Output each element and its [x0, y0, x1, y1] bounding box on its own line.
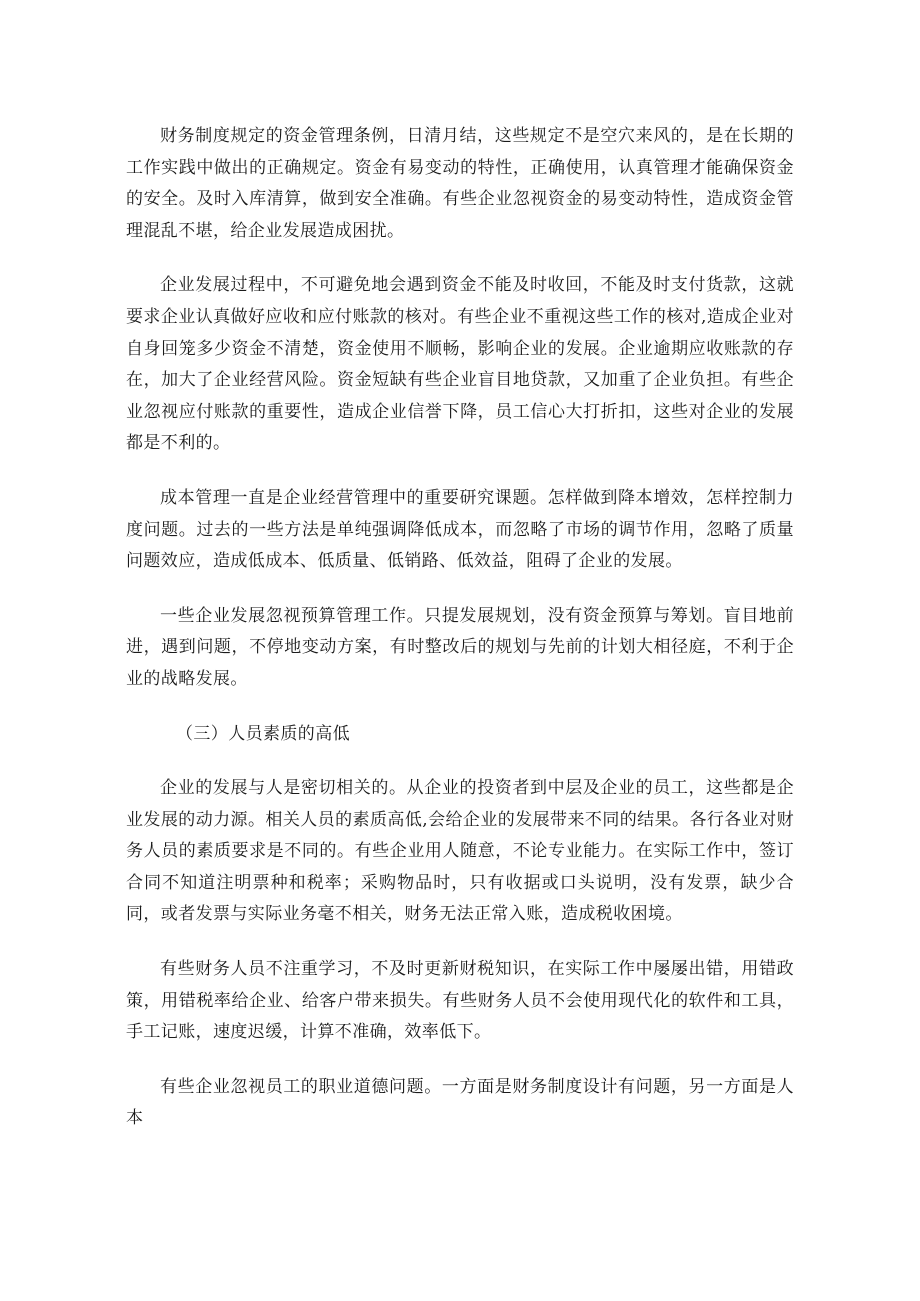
paragraph-budget-management: 一些企业发展忽视预算管理工作。只提发展规划，没有资金预算与筹划。盲目地前进，遇到问题，不停地变动方案，有时整改后的规划与先前的计划大相径庭，不利于企业的战略发展。 — [126, 605, 794, 689]
paragraph-fund-management: 财务制度规定的资金管理条例，日清月结，这些规定不是空穴来风的，是在长期的工作实践中做出的正确规定。资金有易变动的特性，正确使用，认真管理才能确保资金的安全。及时入库清算，做到安全准确。有些企业忽视资金的易变动特性，造成资金管理混乱不堪，给企业发展造成困扰。 — [126, 126, 794, 241]
paragraph-staff-learning: 有些财务人员不注重学习，不及时更新财税知识，在实际工作中屡屡出错，用错政策，用错税率给企业、给客户带来损失。有些财务人员不会使用现代化的软件和工具，手工记账，速度迟缓，计算不准确，效率低下。 — [126, 959, 794, 1043]
document-body — [126, 121, 794, 1158]
section-heading: （三）人员素质的高低 — [176, 723, 350, 744]
paragraph-cost-management: 成本管理一直是企业经营管理中的重要研究课题。怎样做到降本增效，怎样控制力度问题。过去的一些方法是单纯强调降低成本，而忽略了市场的调节作用，忽略了质量问题效应，造成低成本、低质量、低销路、低效益，阻碍了企业的发展。 — [126, 487, 794, 572]
paragraph-receivables-payables: 企业发展过程中，不可避免地会遇到资金不能及时收回，不能及时支付货款，这就要求企业认真做好应收和应付账款的核对。有些企业不重视这些工作的核对,造成企业对自身回笼多少资金不清楚，资金使用不顺畅，影响企业的发展。企业逾期应收账款的存在，加大了企业经营风险。资金短缺有些企业盲目地贷款，又加重了企业负担。有些企业忽视应付账款的重要性，造成企业信誉下降，员工信心大打折扣，这些对企业的发展都是不利的。 — [126, 275, 794, 454]
paragraph-professional-ethics: 有些企业忽视员工的职业道德问题。一方面是财务制度设计有问题，另一方面是人本 — [126, 1076, 794, 1129]
paragraph-personnel-quality: 企业的发展与人是密切相关的。从企业的投资者到中层及企业的员工，这些都是企业发展的动力源。相关人员的素质高低,会给企业的发展带来不同的结果。各行各业对财务人员的素质要求是不同的。有些企业用人随意，不论专业能力。在实际工作中，签订合同不知道注明票种和税率；采购物品时，只有收据或口头说明，没有发票，缺少合同，或者发票与实际业务毫不相关，财务无法正常入账，造成税收困境。 — [126, 778, 794, 925]
